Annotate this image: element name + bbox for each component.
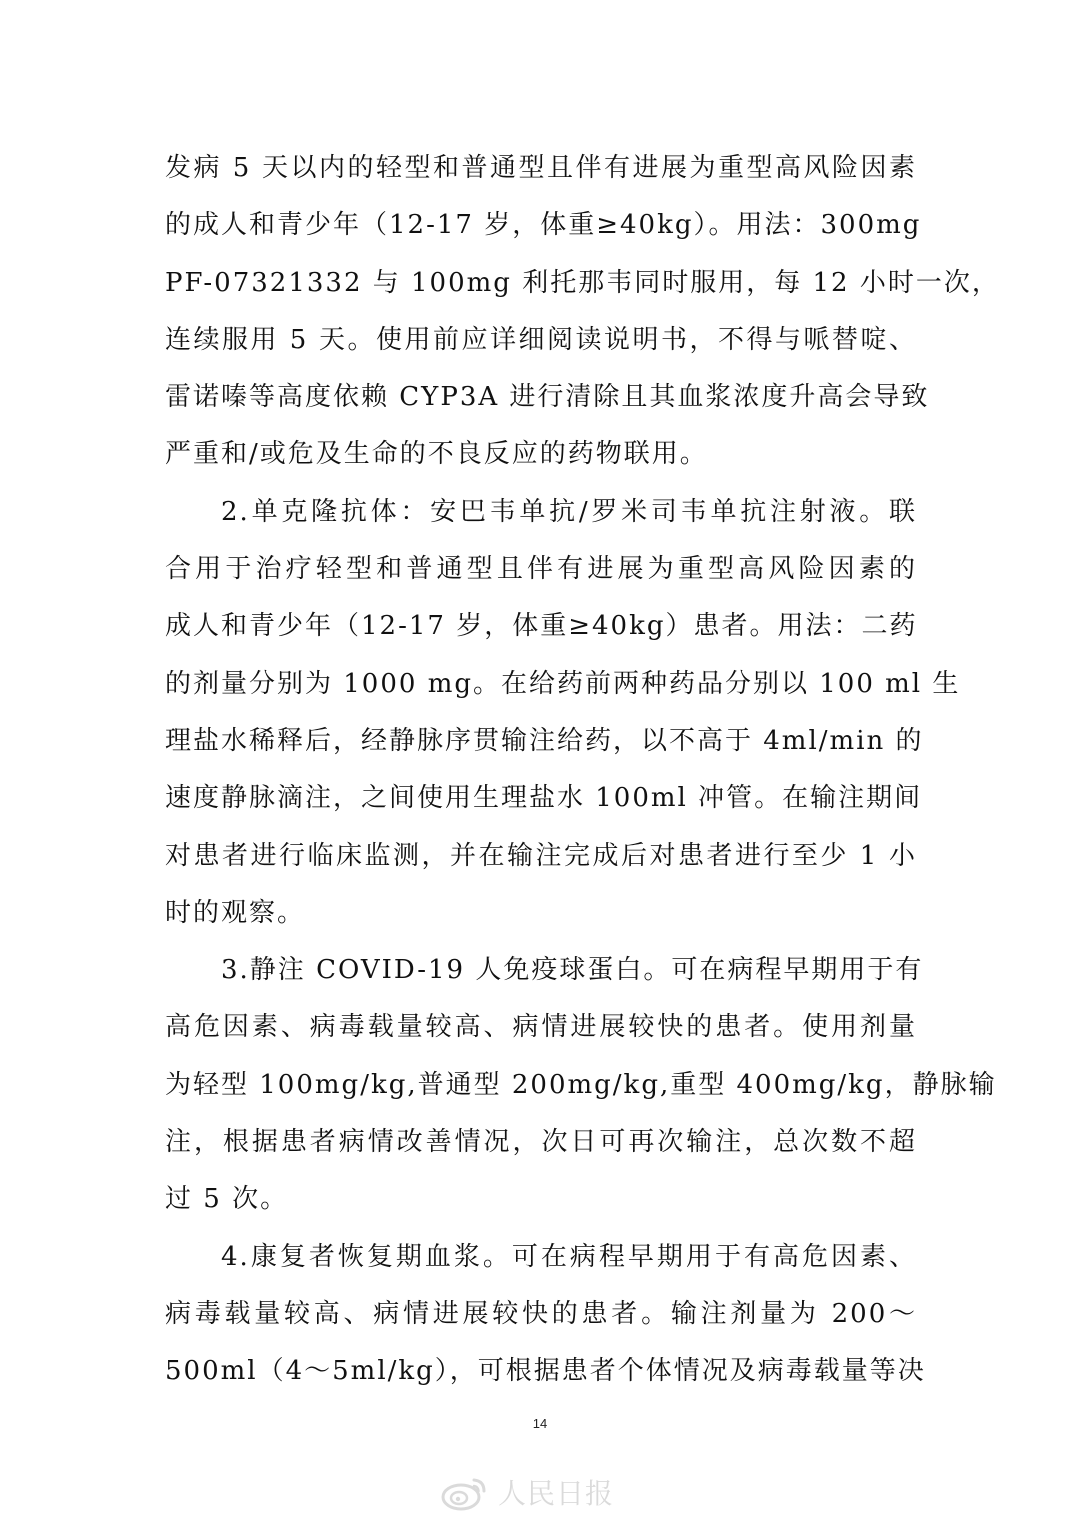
text-line: PF-07321332 与 100mg 利托那韦同时服用，每 12 小时一次， <box>165 267 1000 298</box>
text-line: 发病 5 天以内的轻型和普通型且伴有进展为重型高风险因素 <box>165 153 917 183</box>
text-line: 高危因素、病毒载量较高、病情进展较快的患者。使用剂量 <box>165 1012 917 1043</box>
text-line: 连续服用 5 天。使用前应详细阅读说明书，不得与哌替啶、 <box>165 324 917 355</box>
document-body <box>165 140 1000 1401</box>
text-line: 的剂量分别为 1000 mg。在给药前两种药品分别以 100 ml 生 <box>165 668 961 699</box>
text-line: 过 5 次。 <box>165 1184 289 1215</box>
watermark-text: 人民日报 <box>498 1477 615 1510</box>
text-line: 合用于治疗轻型和普通型且伴有进展为重型高风险因素的 <box>165 554 917 585</box>
text-line: 500ml（4～5ml/kg），可根据患者个体情况及病毒载量等决 <box>165 1356 926 1387</box>
watermark <box>440 1470 614 1514</box>
text-line: 病毒载量较高、病情进展较快的患者。输注剂量为 200～ <box>165 1298 917 1329</box>
text-line: 时的观察。 <box>165 897 306 928</box>
text-line: 4.康复者恢复期血浆。可在病程早期用于有高危因素、 <box>221 1241 917 1272</box>
text-line: 成人和青少年（12-17 岁，体重≥40kg）患者。用法：二药 <box>165 611 918 642</box>
text-line: 为轻型 100mg/kg,普通型 200mg/kg,重型 400mg/kg，静脉输 <box>165 1069 997 1100</box>
text-line: 理盐水稀释后，经静脉序贯输注给药，以不高于 4ml/min 的 <box>165 725 924 756</box>
text-line: 速度静脉滴注，之间使用生理盐水 100ml 冲管。在输注期间 <box>165 783 923 814</box>
text-line: 雷诺嗪等高度依赖 CYP3A 进行清除且其血浆浓度升高会导致 <box>165 382 930 413</box>
text-line: 的成人和青少年（12-17 岁，体重≥40kg）。用法：300mg <box>165 210 922 241</box>
weibo-logo-icon <box>440 1472 490 1512</box>
page-number: 14 <box>532 1416 548 1431</box>
text-line: 注，根据患者病情改善情况，次日可再次输注，总次数不超 <box>165 1127 917 1158</box>
text-line: 对患者进行临床监测，并在输注完成后对患者进行至少 1 小 <box>165 840 917 871</box>
text-line: 严重和/或危及生命的不良反应的药物联用。 <box>165 439 708 470</box>
text-line: 3.静注 COVID-19 人免疫球蛋白。可在病程早期用于有 <box>221 955 924 986</box>
text-line: 2.单克隆抗体：安巴韦单抗/罗米司韦单抗注射液。联 <box>221 496 917 527</box>
